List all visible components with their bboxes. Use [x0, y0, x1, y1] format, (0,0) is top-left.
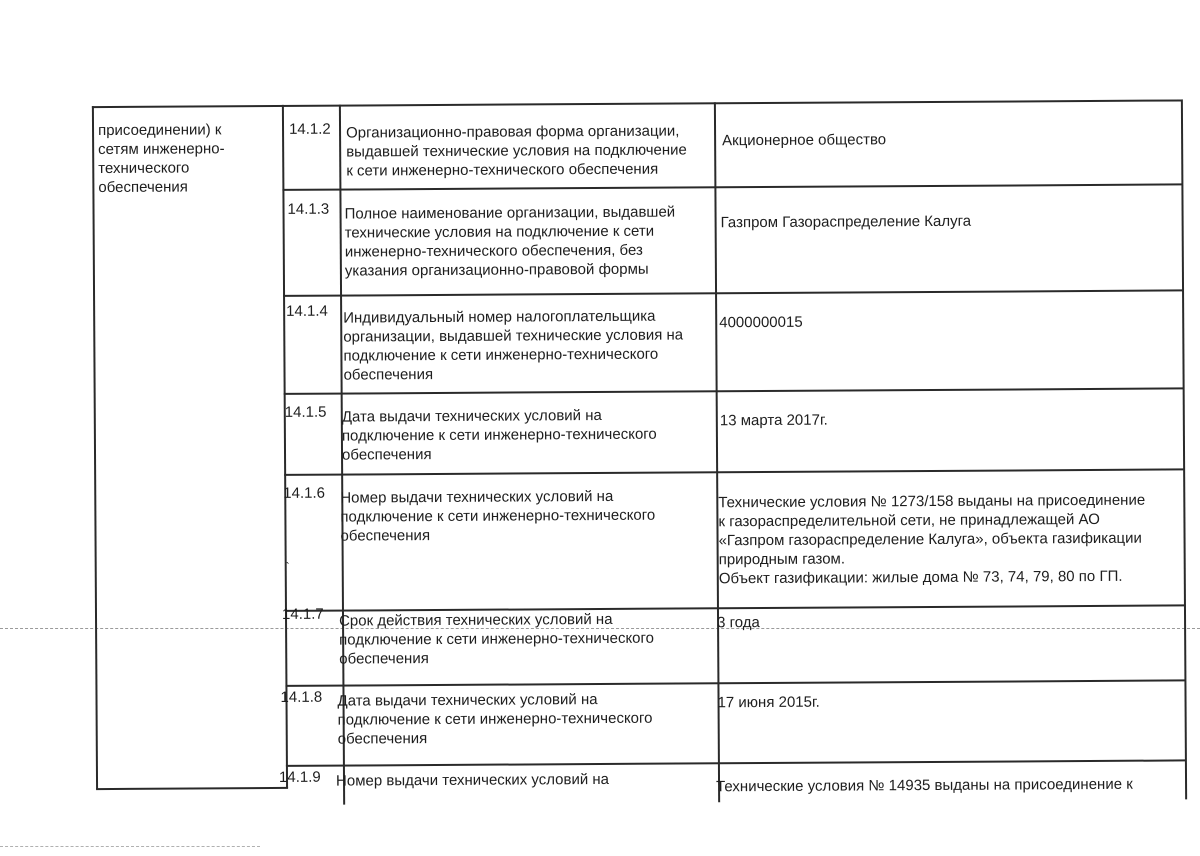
row-number: 14.1.6: [283, 484, 326, 502]
row-description-line: Номер выдачи технических условий на: [340, 487, 614, 507]
row-value-line: Технические условия № 14935 выданы на присоединение к: [716, 775, 1133, 796]
row-description-line: Дата выдачи технических условий на: [337, 691, 598, 710]
row-number: 14.1.9: [278, 768, 321, 786]
row-value-line: Газпром Газораспределение Калуга: [720, 212, 972, 232]
row-description-line: обеспечения: [340, 527, 431, 545]
row-value-line: 4000000015: [719, 313, 803, 332]
row-description-line: Индивидуальный номер налогоплательщика: [343, 307, 656, 327]
row-description-line: технические условия на подключение к сети: [344, 222, 655, 242]
row-description-line: обеспечения: [343, 366, 434, 384]
row-description-line: обеспечения: [337, 730, 428, 748]
row-value-line: Объект газификации: жилые дома № 73, 74, 79, 80 по ГП.: [718, 567, 1123, 588]
table-right-border: [1181, 99, 1187, 799]
row-description-line: подключение к сети инженерно-технического: [339, 629, 655, 649]
row-value-line: «Газпром газораспределение Калуга», объекта газификации: [718, 529, 1142, 550]
row-description-line: подключение к сети инженерно-технического: [341, 425, 657, 445]
table-top-border: [92, 99, 1182, 107]
row-separator-7: [286, 759, 1186, 766]
row-value-line: Акционерное общество: [722, 131, 887, 150]
row-description-line: указания организационно-правовой формы: [344, 260, 649, 280]
row-description-line: выдавшей технические условия на подключение: [346, 141, 687, 161]
row-description-line: Номер выдачи технических условий на: [335, 770, 610, 790]
row-separator-2: [283, 289, 1183, 296]
table-left-border: [92, 106, 98, 789]
row-separator-4: [284, 468, 1184, 475]
row-number: 14.1.3: [287, 200, 330, 218]
row-number: 14.1.5: [284, 403, 327, 421]
row-number: 14.1.2: [288, 120, 331, 138]
row-description-line: инженерно-технического обеспечения, без: [344, 241, 643, 261]
row-description-line: Полное наименование организации, выдавшей: [344, 203, 676, 223]
scan-speck: `: [285, 559, 290, 574]
row-description-line: обеспечения: [341, 446, 432, 464]
row-description-line: подключение к сети инженерно-технического: [337, 709, 653, 729]
row-description-line: обеспечения: [339, 650, 429, 668]
row-description-line: Организационно-правовая форма организации,: [346, 122, 680, 142]
left-column-line: обеспечения: [98, 178, 188, 197]
row-number: 14.1.4: [286, 302, 328, 320]
row-description-line: подключение к сети инженерно-технического: [340, 506, 656, 526]
row-description-line: Срок действия технических условий на: [338, 610, 613, 630]
row-number: 14.1.7: [281, 605, 324, 623]
row-description-line: организации, выдавшей технические условия на: [343, 326, 684, 346]
row-description-line: подключение к сети инженерно-технического: [343, 345, 659, 365]
left-column-bottom: [96, 787, 288, 790]
row-description-line: к сети инженерно-технического обеспечения: [346, 160, 659, 180]
row-value-line: природным газом.: [718, 550, 846, 569]
row-value-line: 17 июня 2015г.: [717, 693, 820, 712]
left-column-line: технического: [98, 159, 190, 178]
row-value-line: 13 марта 2017г.: [719, 411, 828, 430]
row-value-line: 3 года: [717, 614, 760, 632]
row-value-line: Технические условия № 1273/158 выданы на присоединение: [718, 491, 1146, 512]
row-number: 14.1.8: [280, 688, 323, 706]
row-value-line: к газораспределительной сети, не принадлежащей АО: [718, 510, 1100, 531]
left-column-line: присоединении) к: [97, 121, 222, 140]
row-description-line: Дата выдачи технических условий на: [341, 406, 602, 426]
row-separator-6: [285, 679, 1185, 686]
row-separator-3: [284, 387, 1184, 394]
left-column-line: сетям инженерно-: [98, 140, 225, 159]
row-separator-1: [282, 183, 1182, 190]
